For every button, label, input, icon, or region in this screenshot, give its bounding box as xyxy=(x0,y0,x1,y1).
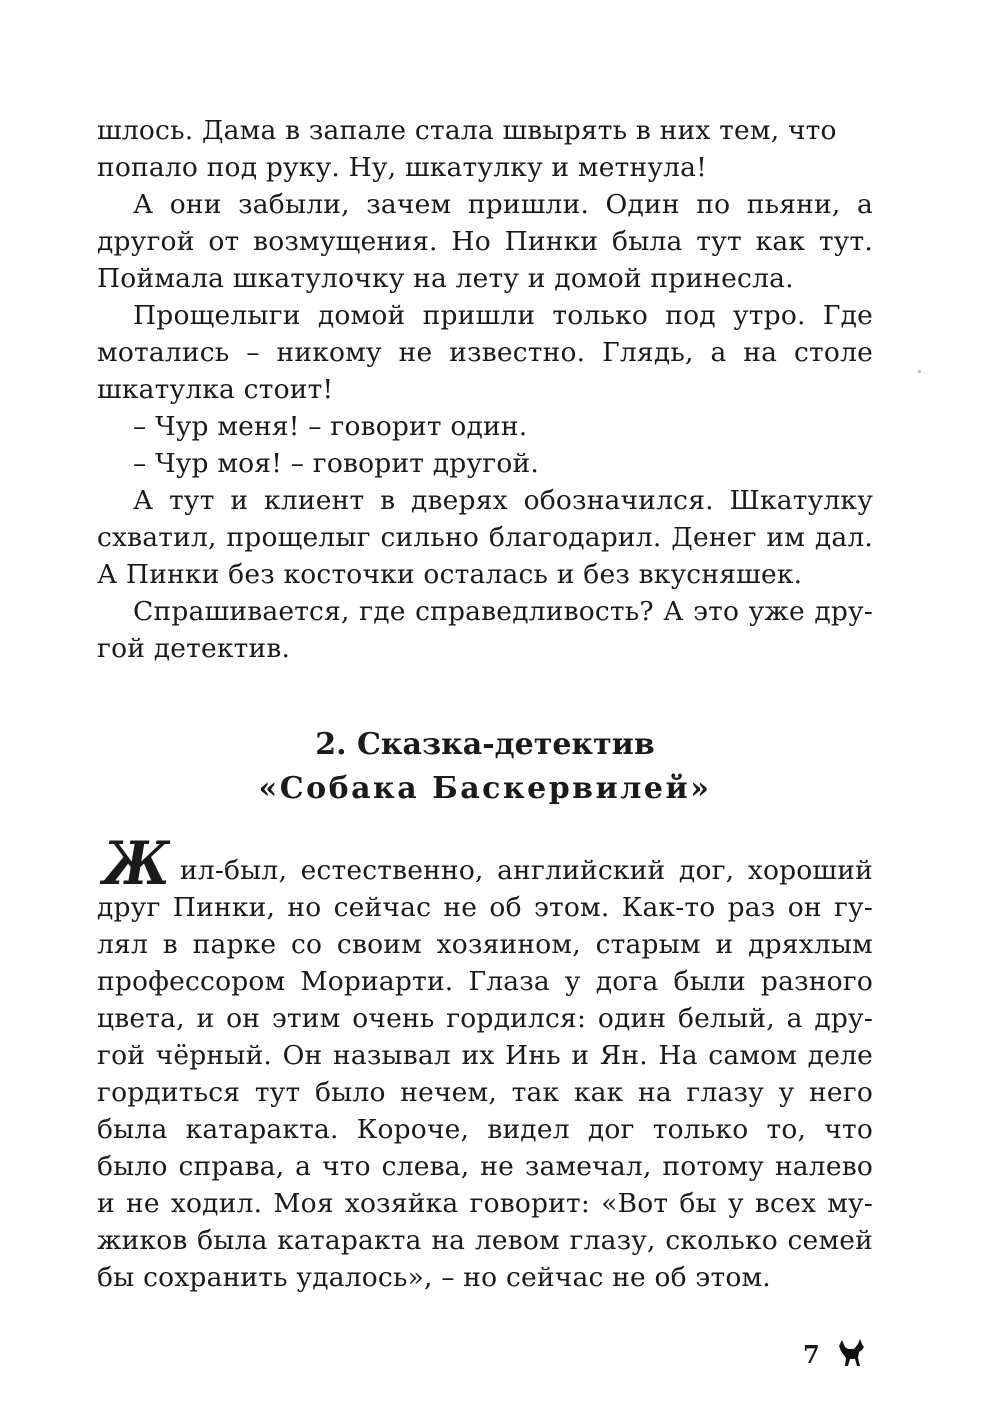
text-line: попало под руку. Ну, шкатулку и метнула! xyxy=(97,152,707,183)
text-line: – Чур меня! – говорит один. xyxy=(133,411,528,442)
text-line: Спрашивается, где справедливость? А это уже дру- xyxy=(133,596,873,627)
text-line: схватил, прощелыг сильно благодарил. Денег им дал. xyxy=(97,522,873,553)
text-line: другой от возмущения. Но Пинки была тут как тут. xyxy=(97,226,873,257)
text-line: гой чёрный. Он называл их Инь и Ян. На самом деле xyxy=(97,1040,873,1071)
text-line: – Чур моя! – говорит другой. xyxy=(133,448,539,479)
first-line xyxy=(97,829,873,899)
text-line: Прощелыги домой пришли только под утро. Где xyxy=(133,300,873,331)
text-line: бы сохранить удалось», – но сейчас не об этом. xyxy=(97,1262,771,1293)
text-line: шкатулка стоит! xyxy=(97,374,334,405)
text-line: жиков была катаракта на левом глазу, сколько семей xyxy=(97,1225,873,1256)
chapter-text xyxy=(97,829,873,1296)
text-line: гордиться тут было нечем, так как на глазу у него xyxy=(97,1077,873,1108)
text-line: цвета, и он этим очень гордился: один белый, а дру- xyxy=(97,1003,873,1034)
page-number: 7 xyxy=(803,1340,820,1369)
text-line: профессором Мориарти. Глаза у дога были разного xyxy=(97,966,873,997)
drop-cap: Ж xyxy=(102,829,171,899)
text-line: было справа, а что слева, не замечал, потому налево xyxy=(97,1151,873,1182)
text-line: А они забыли, зачем пришли. Один по пьяни, а xyxy=(133,189,873,220)
text-line: и не ходил. Моя хозяйка говорит: «Вот бы у всех му- xyxy=(97,1188,873,1219)
top-text xyxy=(97,112,873,667)
text-line: Поймала шкатулочку на лету и домой принесла. xyxy=(97,263,794,294)
text-line: мотались – никому не известно. Глядь, а на столе xyxy=(97,337,873,368)
chapter-title-line1: 2. Сказка-детектив xyxy=(315,727,655,762)
dog-silhouette-icon xyxy=(838,1338,866,1368)
text-line: шлось. Дама в запале стала швырять в них тем, что xyxy=(97,115,837,146)
paper-speck xyxy=(918,370,921,373)
first-line-rest: ил-был, естественно, английский дог, хороший xyxy=(179,855,873,886)
text-line: была катаракта. Короче, видел дог только то, что xyxy=(97,1114,873,1145)
chapter-title-line2: «Собака Баскервилей» xyxy=(258,771,712,806)
text-line: лял в парке со своим хозяином, старым и дряхлым xyxy=(97,929,873,960)
text-line: друг Пинки, но сейчас не об этом. Как-то раз он гу- xyxy=(97,892,873,923)
text-line: А тут и клиент в дверях обозначился. Шкатулку xyxy=(133,485,873,516)
text-line: А Пинки без косточки осталась и без вкусняшек. xyxy=(97,559,803,590)
text-line: гой детектив. xyxy=(97,633,291,664)
